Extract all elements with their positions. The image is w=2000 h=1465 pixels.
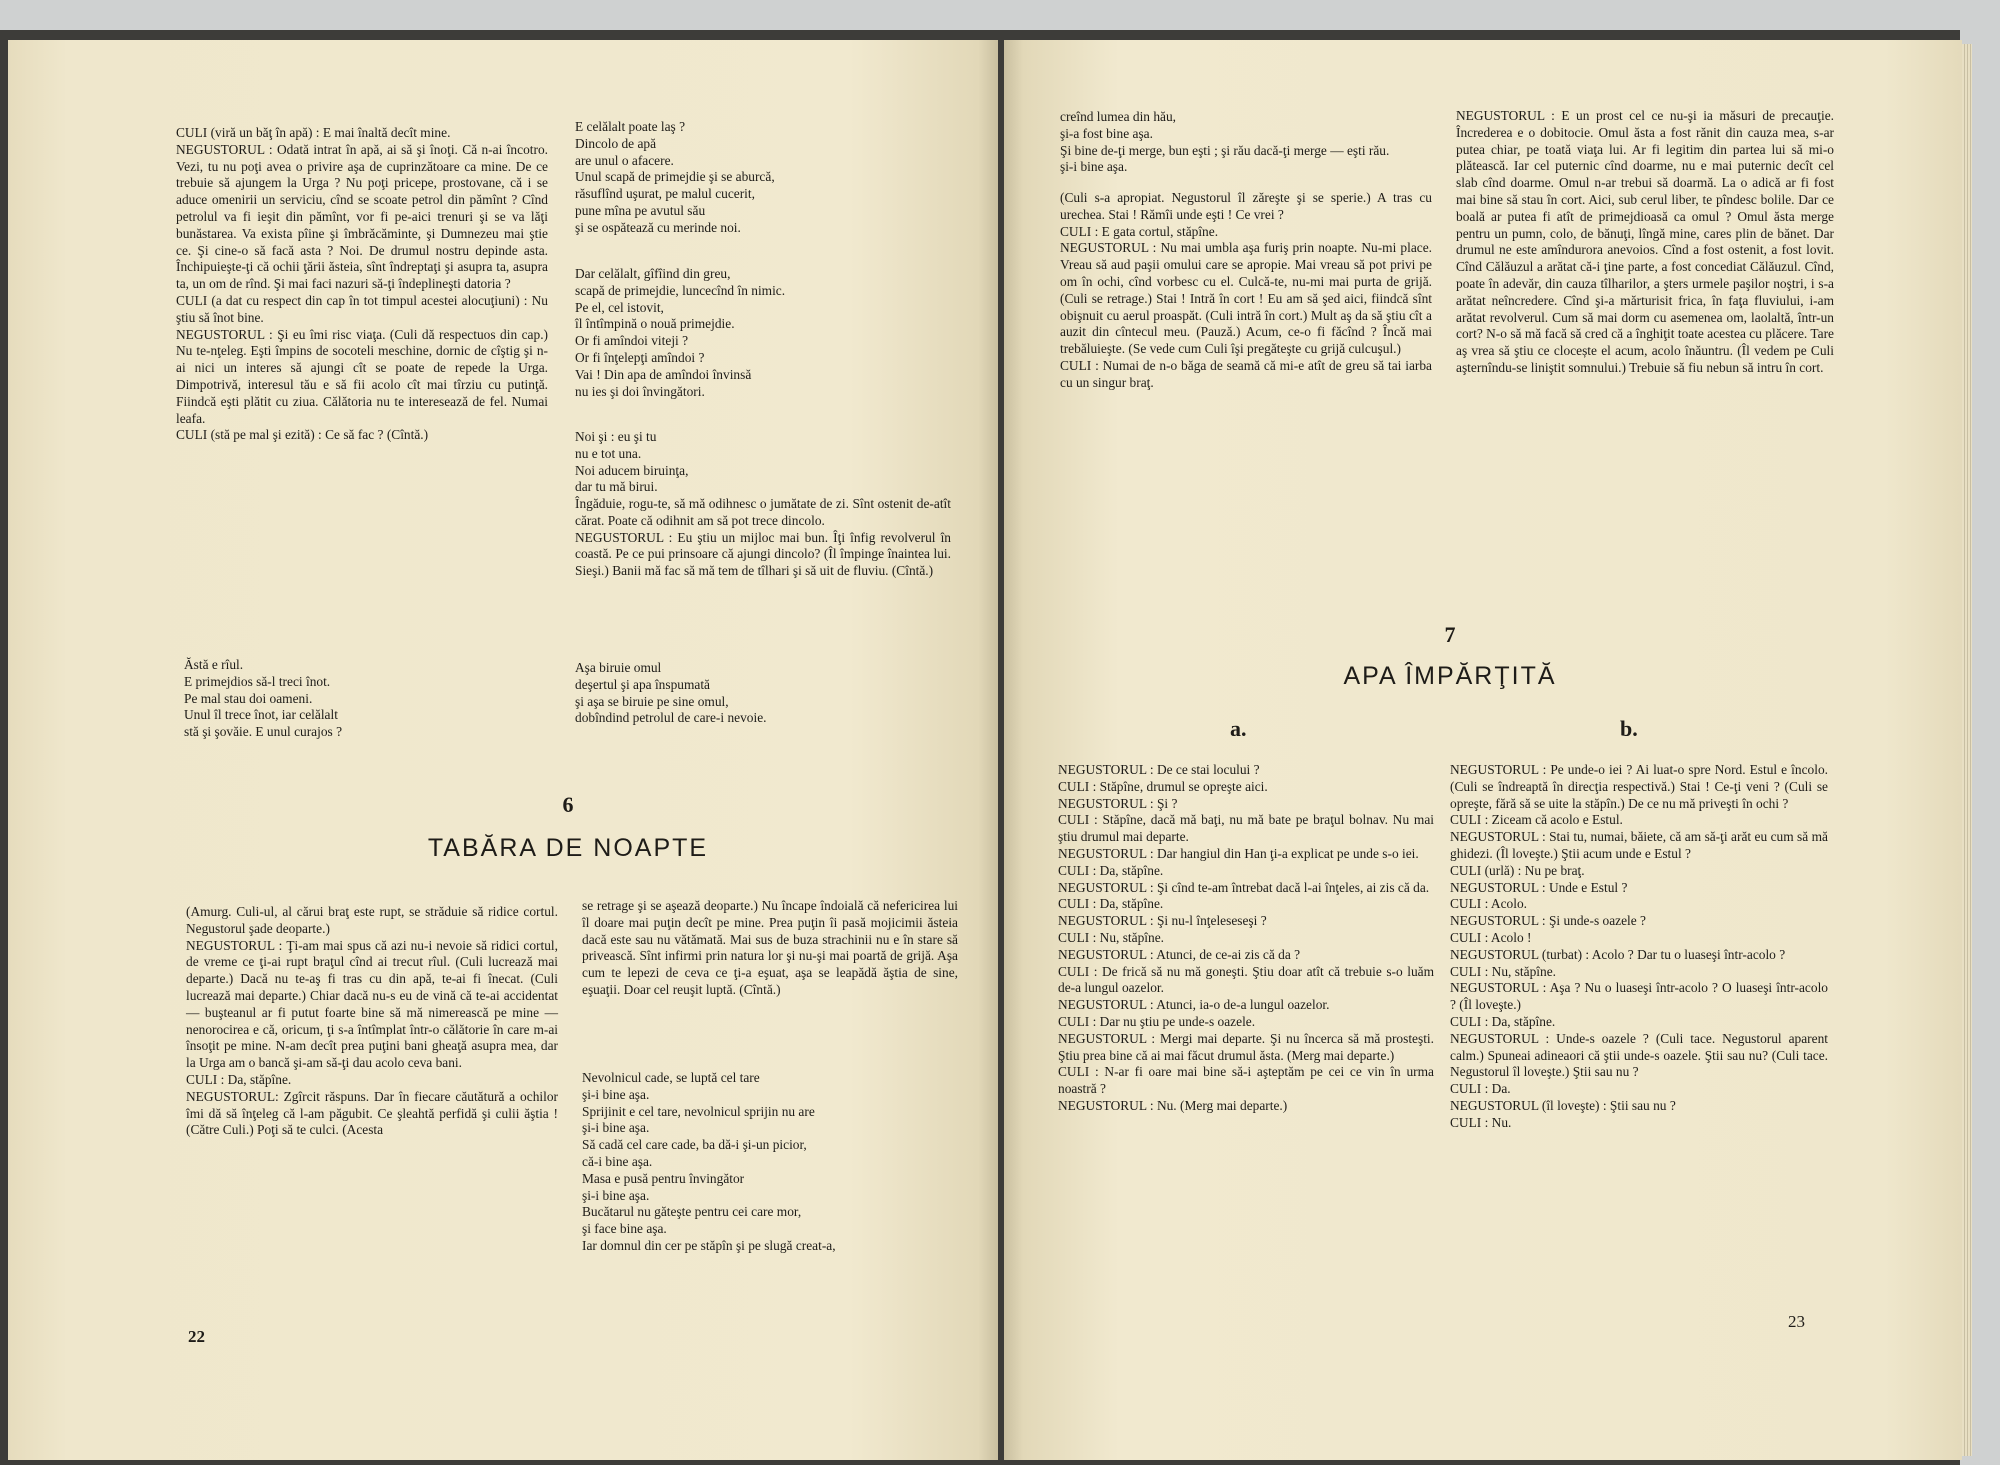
chapter-6-title: TABĂRA DE NOAPTE <box>427 834 709 862</box>
verse-line: nu e tot una. <box>575 445 642 461</box>
verse-line: şi-i bine aşa. <box>1060 159 1128 175</box>
verse-line: Masa e pusă pentru învingător <box>582 1170 745 1186</box>
verse-line: Or fi înţelepţi amîndoi ? <box>575 349 705 365</box>
left-col2-bottom <box>582 898 958 999</box>
verse-line: Dar celălalt, gîfîind din greu, <box>575 266 731 281</box>
page-edges <box>1962 44 1972 1456</box>
paragraph: CULI : Da, stăpîne. <box>186 1071 292 1087</box>
paragraph: NEGUSTORUL: Zgîrcit răspuns. Dar în fiecare căutătură a ochilor îmi dă să înţeleg că l-am păgubit. Ce şleahtă perfidă şi culii ăştia ! (Către Culi.) Poţi să te culci. (Acesta <box>186 1088 558 1138</box>
left-page <box>8 40 998 1460</box>
verse-line: Să cadă cel care cade, ba dă-i şi-un picior, <box>582 1137 807 1153</box>
paragraph: CULI : Da, stăpîne. <box>1450 1013 1556 1029</box>
left-col2-song2 <box>575 266 915 400</box>
verse-line: creînd lumea din hău, <box>1060 109 1177 124</box>
paragraph: CULI : Acolo. <box>1450 896 1527 912</box>
verse-line: Noi şi : eu şi tu <box>575 429 657 444</box>
chapter-7-number: 7 <box>1444 622 1456 647</box>
verse-line: Dincolo de apă <box>575 135 657 151</box>
right-page <box>1004 40 1962 1460</box>
paragraph: NEGUSTORUL (îl loveşte) : Ştii sau nu ? <box>1450 1097 1676 1113</box>
left-col2-song1 <box>575 119 915 237</box>
left-col2-song3 <box>575 429 915 496</box>
verse-line: dar tu mă birui. <box>575 479 658 495</box>
paragraph: CULI : Acolo ! <box>1450 929 1532 945</box>
paragraph: CULI : Ziceam că acolo e Estul. <box>1450 812 1623 828</box>
verse-line: şi-a fost bine aşa. <box>1060 125 1153 141</box>
paragraph: NEGUSTORUL : Nu mai umbla aşa furiş prin noapte. Nu-mi place. Vreau să aud paşii omului care se apropie. Mai vreau să pot privi pe om în ochi, cînd vorbesc cu el. Culcă-te, nu-mi mai purta de grijă. (Culi se retrage.) Stai ! Intră în cort ! Eu am să şed aici, fiindcă sînt obişnuit cu aerul proaspăt. (Culi intră în cort.) Mult aş da să ştiu cît a auzit din cîntecul meu. (Pauză.) Acum, ce-o fi făcînd ? Încă mai trebăluieşte. (Se vede cum Culi îşi pregăteşte cu grijă culcuşul.) <box>1060 240 1432 357</box>
paragraph: NEGUSTORUL : E un prost cel ce nu-şi ia măsuri de precauţie. Încrederea e o dobitocie. Omul ăsta a fost rănit din cauza mea, s-ar putea chiar, pe toată viaţa lui. Ar fi legitim din partea lui să mi-o plătească. Iar cel puternic cînd doarme, nu e mai puternic decît cel slab cînd doarme. Omul n-ar trebui să doarmă. La o adică ar fi fost mai bine să stau în cort. Aici, sub cerul liber, te pîndesc bolile. Dar ce boală ar putea fi atît de primejdioasă ca omul ? Omul ăsta merge pentru un pumn, colo, de bănuţi, lîngă mine, cares plin de bănet. Dar drumul ne este amîndurora anevoios. Cînd a fost ostenit, a fost lovit. Cînd Călăuzul a arătat că-i ţine parte, a fost concediat Călăuzul. Cînd, poate în adevăr, din cauza tîlharilor, a şters urmele paşilor noştri, i s-a arătat neîncredere. Cînd şi-a mărturisit frica, în faţa fluviului, i-am arătat revolverul. Cum să mai dorm cu asemenea om, laolaltă, într-un cort? N-o să mă facă să cred că a înghiţit toate acestea cu plăcere. Tare aş vrea să ştiu ce clocește el acum, acolo înăuntru. (Îl vedem pe Culi aşternîndu-se liniştit somnului.) Trebuie să fiu nebun să intru în cort. <box>1456 108 1834 375</box>
left-col1-top <box>176 125 548 444</box>
paragraph: NEGUSTORUL : Şi cînd te-am întrebat dacă l-ai înţeles, ai zis că da. <box>1058 879 1430 895</box>
paragraph: NEGUSTORUL : De ce stai locului ? <box>1058 762 1260 777</box>
left-col2-after <box>575 496 951 580</box>
paragraph: NEGUSTORUL (turbat) : Acolo ? Dar tu o luaseşi într-acolo ? <box>1450 946 1786 962</box>
paragraph: CULI : Nu. <box>1450 1114 1512 1130</box>
verse-line: E celălalt poate laş ? <box>575 119 686 134</box>
verse-line: Vai ! Din apa de amîndoi învinsă <box>575 366 752 382</box>
paragraph: NEGUSTORUL : Odată intrat în apă, ai să şi înoţi. Că n-ai încotro. Vezi, tu nu poţi avea o privire aşa de cuprinzătoare ca mine. De ce trebuie să ajungem la Urga ? Nu poţi pricepe, prostovane, că i se aduce omenirii un serviciu, cînd se scoate petrol din pămînt ? Cînd petrolul va fi ieşit din pămînt, vor fi pe-aici trenuri şi se va lăţi bunăstarea. Va exista pîine şi îmbrăcăminte, şi Dumnezeu mai ştie ce. Şi cine-o să facă asta ? Noi. De drumul nostru depinde asta. Închipuieşte-ţi că ochii ţării ăsteia, sînt îndreptaţi şi asupra ta, asupra ta, un om de rînd. Şi mai faci nazuri să-ţi îndeplineşti datoria ? <box>176 141 548 292</box>
paragraph: NEGUSTORUL : Eu ştiu un mijloc mai bun. Îţi înfig revolverul în coastă. Pe ce pui prinsoare că ajungi dincolo? (Îl împinge înaintea lui. Sieşi.) Banii mă fac să mă tem de tîlhari şi să uit de fluviu. (Cîntă.) <box>575 529 951 579</box>
verse-line: are unul o afacere. <box>575 152 674 168</box>
verse-line: Unul scapă de primejdie şi se aburcă, <box>575 169 775 185</box>
verse-line: Pe el, cel istovit, <box>575 299 664 315</box>
verse-line: scapă de primejdie, luncecînd în nimic. <box>575 282 786 298</box>
paragraph: NEGUSTORUL : Ţi-am mai spus că azi nu-i nevoie să ridici cortul, de vreme ce ţi-ai rupt braţul cînd ai trecut rîul. (Culi lucrează mai departe.) Dacă nu te-aş fi tras cu din apă, te-ai fi înecat. (Culi lucrează mai departe.) Chiar dacă nu-s eu de vină că te-ai accidentat — buşteanul ar fi putut foarte bine să mă nimerească pe mine — nenorocirea e că, oricum, ţi s-a întîmplat într-o călătorie în care m-ai însoţit pe mine. N-am decît prea puţini bani gheaţă asupra mea, dar la Urga am o bancă şi-am să-ţi dau acolo ceva bani. <box>186 937 558 1071</box>
right-col-a <box>1058 762 1434 1115</box>
paragraph: CULI : Nu, stăpîne. <box>1450 963 1556 979</box>
paragraph: (Amurg. Culi-ul, al cărui braţ este rupt, se străduie să ridice cortul. Negustorul şade deoparte.) <box>186 904 558 936</box>
paragraph: CULI (urlă) : Nu pe braţ. <box>1450 862 1585 878</box>
paragraph: CULI (a dat cu respect din cap în tot timpul acestei alocuţiuni) : Nu ştiu să înot bine. <box>176 292 548 325</box>
left-col2-bottom-song <box>582 1070 958 1255</box>
paragraph: CULI : Dar nu ştiu pe unde-s oazele. <box>1058 1013 1256 1029</box>
verse-line: Bucătarul nu găteşte pentru cei care mor, <box>582 1204 802 1220</box>
right-col1-top <box>1060 190 1432 392</box>
paragraph: NEGUSTORUL : Pe unde-o iei ? Ai luat-o spre Nord. Estul e încolo. (Culi se îndreaptă în direcţia respectivă.) Stai ! Ce-ţi veni ? (Culi se opreşte, fără să se uite la stăpîn.) De ce nu mă priveşti în ochi ? <box>1450 762 1828 811</box>
paragraph: NEGUSTORUL : Dar hangiul din Han ţi-a explicat pe unde s-o iei. <box>1058 845 1419 861</box>
paragraph: NEGUSTORUL : Nu. (Merg mai departe.) <box>1058 1097 1288 1113</box>
verse-line: Noi aducem biruinţa, <box>575 462 689 478</box>
paragraph: NEGUSTORUL : Aşa ? Nu o luaseşi într-acolo ? O luaseşi într-acolo ? (Îl loveşte.) <box>1450 980 1828 1013</box>
verse-line: Iar domnul din cer pe stăpîn şi pe slugă creat-a, <box>582 1237 836 1253</box>
verse-line: şi face bine aşa. <box>582 1221 667 1237</box>
paragraph: NEGUSTORUL : Unde-s oazele ? (Culi tace. Negustorul aparent calm.) Spuneai adineaori că ştii unde-s oazele. Ştii sau nu? (Culi tace. Negustorul îl loveşte.) Ştii sau nu ? <box>1450 1030 1828 1080</box>
paragraph: CULI : N-ar fi oare mai bine să-i aşteptăm pe cei ce vin în urma noastră ? <box>1058 1064 1434 1097</box>
paragraph: NEGUSTORUL : Şi ? <box>1058 795 1178 811</box>
paragraph: CULI (stă pe mal şi ezită) : Ce să fac ? (Cîntă.) <box>176 427 429 443</box>
verse-line: pune mîna pe avutul său <box>575 202 706 218</box>
verse-line: Şi bine de-ţi merge, bun eşti ; şi rău dacă-ţi merge — eşti rău. <box>1060 142 1390 158</box>
chapter-7-title: APA ÎMPĂRŢITĂ <box>1343 662 1557 690</box>
verse-line: stă şi şovăie. E unul curajos ? <box>184 724 343 740</box>
chapter-6-number: 6 <box>562 792 574 817</box>
left-col1-song <box>184 657 484 741</box>
paragraph: CULI : Stăpîne, drumul se opreşte aici. <box>1058 778 1268 794</box>
right-col-b <box>1450 762 1828 1132</box>
verse-line: şi aşa se biruie pe sine omul, <box>575 693 729 709</box>
paragraph: NEGUSTORUL : Stai tu, numai, băiete, că am să-ţi arăt eu cum să mă ghidezi. (Îl loveşte.) Ştii acum unde e Estul ? <box>1450 829 1828 861</box>
verse-line: deşertul şi apa înspumată <box>575 676 710 692</box>
verse-line: Pe mal stau doi oameni. <box>184 690 313 706</box>
paragraph: NEGUSTORUL : Şi eu îmi risc viaţa. (Culi dă respectuos din cap.) Nu te-nţeleg. Eşti împins de socoteli meschine, dornic de cîştig şi n-ai nici un interes să ajungi cît se poate de repede la Urga. Dimpotrivă, interesul tău e să fii acolo cît mai tîrziu cu putinţă. Fiindcă eşti plătit cu ziua. Călătoria nu te interesează de fel. Numai leafa. <box>176 326 548 426</box>
verse-line: Sprijinit e cel tare, nevolnicul sprijin nu are <box>582 1103 815 1119</box>
verse-line: şi-i bine aşa. <box>582 1120 650 1136</box>
paragraph: NEGUSTORUL : Unde e Estul ? <box>1450 879 1628 895</box>
paragraph: CULI : Numai de n-o băga de seamă că mi-e atît de greu să tai iarba cu un singur braţ. <box>1060 357 1432 390</box>
paragraph: CULI : Da. <box>1450 1081 1511 1097</box>
section-b-label: b. <box>1620 716 1638 741</box>
section-a-label: a. <box>1230 716 1247 741</box>
paragraph: NEGUSTORUL : Atunci, de ce-ai zis că da ? <box>1058 946 1301 962</box>
paragraph: Îngăduie, rogu-te, să mă odihnesc o jumătate de zi. Sînt ostenit de-atît cărat. Poate că odihnit am să pot trece dincolo. <box>575 496 951 528</box>
paragraph: se retrage şi se aşează deoparte.) Nu încape îndoială că nefericirea lui îl doare mai puţin decît pe mine. Prea puţin îi pasă mojicimii ăsteia dacă este sau nu vătămată. Mai sus de buza strachinii nu e în stare să privească. Sînt infirmi prin natura lor şi nu-şi mai poartă de grijă. Aşa cum te lepezi de ceva ce ţi-a eşuat, aşa se leapădă ăştia de sine, eşuaţii. Doar cel reuşit luptă. (Cîntă.) <box>582 898 958 997</box>
verse-line: E primejdios să-l treci înot. <box>184 673 331 689</box>
verse-line: Or fi amîndoi viteji ? <box>575 333 689 349</box>
left-col2-song4 <box>575 660 915 727</box>
paragraph: CULI (viră un băţ în apă) : E mai înaltă decît mine. <box>176 125 451 140</box>
verse-line: Ăstă e rîul. <box>184 657 244 672</box>
right-col1-song <box>1060 109 1432 176</box>
paragraph: CULI : Nu, stăpîne. <box>1058 929 1164 945</box>
paragraph: CULI : Da, stăpîne. <box>1058 896 1164 912</box>
verse-line: şi-i bine aşa. <box>582 1086 650 1102</box>
paragraph: NEGUSTORUL : Mergi mai departe. Şi nu încerca să mă prosteşti. Ştiu prea bine că ai mai făcut drumul ăsta. (Merg mai departe.) <box>1058 1030 1434 1063</box>
verse-line: Nevolnicul cade, se luptă cel tare <box>582 1070 760 1085</box>
verse-line: dobîndind petrolul de care-i nevoie. <box>575 710 767 726</box>
paragraph: NEGUSTORUL : Şi unde-s oazele ? <box>1450 913 1646 929</box>
background-top <box>0 0 2000 30</box>
verse-line: că-i bine aşa. <box>582 1153 653 1169</box>
verse-line: răsuflînd uşurat, pe malul cucerit, <box>575 186 755 202</box>
paragraph: CULI : Stăpîne, dacă mă baţi, nu mă bate pe braţul bolnav. Nu mai ştiu drumul mai departe. <box>1058 812 1434 845</box>
paragraph: NEGUSTORUL : Atunci, ia-o de-a lungul oazelor. <box>1058 997 1330 1013</box>
verse-line: şi se ospătează cu merinde noi. <box>575 219 741 235</box>
paragraph: NEGUSTORUL : Şi nu-l înţeleseseşi ? <box>1058 913 1267 929</box>
paragraph: (Culi s-a apropiat. Negustorul îl zăreşte şi se sperie.) A tras cu urechea. Stai ! Rămîi unde eşti ! Ce vrei ? <box>1060 190 1432 222</box>
verse-line: Unul îl trece înot, iar celălalt <box>184 707 338 723</box>
verse-line: îl întîmpină o nouă primejdie. <box>575 316 735 332</box>
paragraph: CULI : E gata cortul, stăpîne. <box>1060 223 1219 239</box>
verse-line: nu ies şi doi învingători. <box>575 383 705 399</box>
verse-line: Aşa biruie omul <box>575 660 662 675</box>
verse-line: şi-i bine aşa. <box>582 1187 650 1203</box>
right-col2-top <box>1456 108 1834 377</box>
paragraph: CULI : De frică să nu mă goneşti. Ştiu doar atît că trebuie s-o luăm de-a lungul oazelor. <box>1058 963 1434 996</box>
page-number-left: 22 <box>188 1327 205 1346</box>
left-col1-bottom <box>186 904 558 1139</box>
page-number-right: 23 <box>1788 1312 1805 1331</box>
paragraph: CULI : Da, stăpîne. <box>1058 862 1164 878</box>
